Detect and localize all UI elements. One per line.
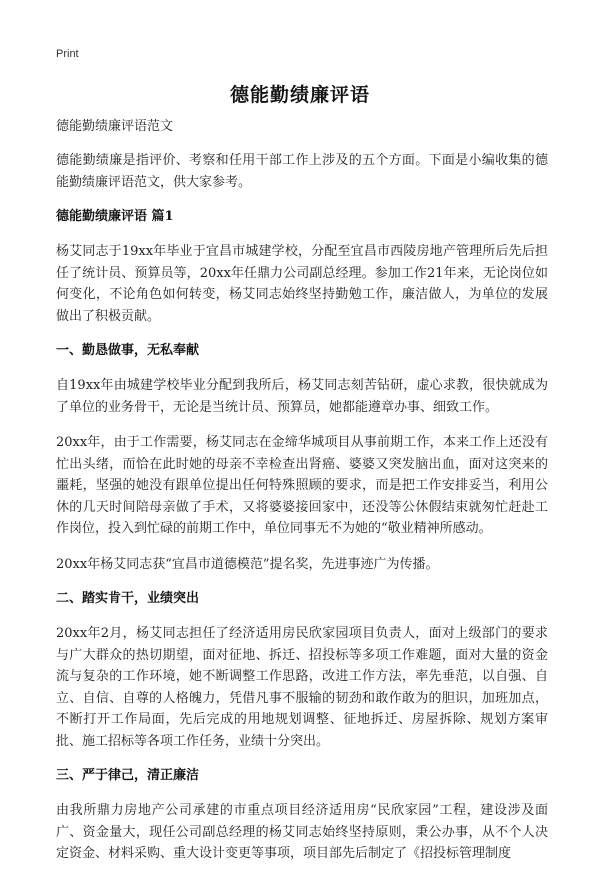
section-3-paragraph-1: 由我所鼎力房地产公司承建的市重点项目经济适用房“民欣家园”工程，建设涉及面广、资金量大，现任公司副总经理的杨艾同志始终坚持原则，秉公办事，从不个人决定资金、材料采购、重大设计变更等事项，项目部先后制定了《招投标管理制度 [56,803,548,861]
article-heading: 德能勤绩廉评语 篇1 [56,209,174,224]
section-heading-1: 一、勤恳做事，无私奉献 [56,343,200,358]
section-1-paragraph-1: 自19xx年由城建学校毕业分配到我所后，杨艾同志刻苦钻研，虚心求教，很快就成为了单位的业务骨干，无论是当统计员、预算员，她都能遵章办事、细致工作。 [56,378,548,415]
document-subtitle: 德能勤绩廉评语范文 [56,119,174,134]
section-1-paragraph-3: 20xx年杨艾同志获“宜昌市道德模范”提名奖，先进事迹广为传播。 [56,556,439,572]
intro-paragraph: 德能勤绩廉是指评价、考察和任用干部工作上涉及的五个方面。下面是小编收集的德能勤绩廉评语范文，供大家参考。 [56,153,548,190]
paragraph-biography: 杨艾同志于19xx年毕业于宜昌市城建学校，分配至宜昌市西陵房地产管理所后先后担任了统计员、预算员等，20xx年任鼎力公司副总经理。参加工作21年来，无论岗位如何变化，不论角色如何转变，杨艾同志始终坚持勤勉工作，廉洁做人，为单位的发展做出了积极贡献。 [56,244,548,324]
section-2-paragraph-1: 20xx年2月，杨艾同志担任了经济适用房民欣家园项目负责人，面对上级部门的要求与广大群众的热切期望，面对征地、拆迁、招投标等多项工作难题，面对大量的资金流与复杂的工作环境，她不断调整工作思路，改进工作方法，率先垂范，以自强、自立、自信、自尊的人格魄力，凭借凡事不服输的韧劲和敢作敢为的胆识，加班加点，不断打开工作局面，先后完成的用地规划调整、征地拆迁、房屋拆除、规划方案审批、施工招标等各项工作任务，业绩十分突出。 [56,626,548,749]
section-heading-3: 三、严于律己，清正廉洁 [56,768,200,783]
print-link[interactable]: Print [56,48,79,60]
document-body [56,117,548,879]
section-heading-2: 二、踏实肯干，业绩突出 [56,591,200,606]
page-title: 德能勤绩廉评语 [229,84,370,106]
section-1-paragraph-2: 20xx年，由于工作需要，杨艾同志在金缔华城项目从事前期工作，本来工作上还没有忙出头绪，而恰在此时她的母亲不幸检查出肾癌、婆婆又突发脑出血，面对这突来的噩耗，坚强的她没有跟单位提出任何特殊照顾的要求，而是把工作安排妥当，利用公休的几天时间陪母亲做了手术，又将婆婆接回家中，还没等公休假结束就匆忙赶赴工作岗位，投入到忙碌的前期工作中，单位同事无不为她的“敬业精神所感动。 [56,435,548,536]
